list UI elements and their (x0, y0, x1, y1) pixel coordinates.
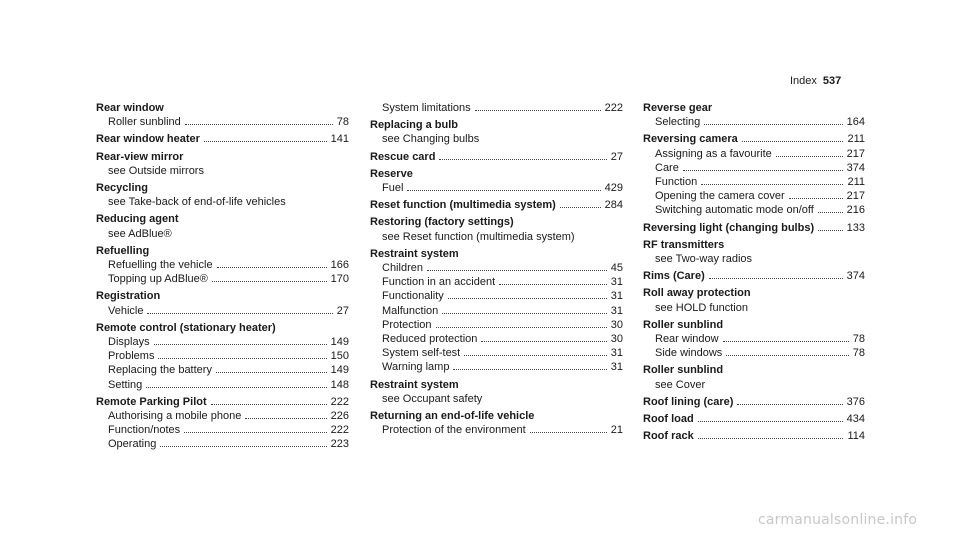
index-subentry-row (96, 437, 349, 451)
index-entry (96, 244, 349, 287)
dot-leader (154, 344, 327, 345)
dot-leader (158, 358, 326, 359)
dot-leader (436, 327, 607, 328)
dot-leader (698, 438, 844, 439)
dot-leader (245, 418, 326, 419)
index-subentry-text: Warning lamp (382, 361, 450, 374)
page-reference: 30 (610, 333, 623, 346)
index-term-row (643, 269, 865, 283)
index-subentry-row (96, 258, 349, 272)
dot-leader (216, 372, 327, 373)
index-entry (643, 363, 865, 391)
index-term: Roof lining (care) (643, 395, 734, 408)
page-reference: 216 (846, 204, 865, 217)
index-entry (96, 321, 349, 392)
index-term-row (643, 318, 865, 332)
index-subentry-row (643, 147, 865, 161)
index-entry (643, 429, 865, 443)
index-entry (643, 221, 865, 235)
index-term: Rear window (96, 102, 164, 114)
index-term: Rear window heater (96, 133, 200, 146)
page-reference: 78 (852, 347, 865, 360)
page-reference: 31 (610, 347, 623, 360)
index-subentry-text: see Take-back of end-of-life vehicles (108, 196, 286, 209)
page-reference: 133 (846, 221, 865, 234)
page-reference: 211 (847, 133, 865, 146)
index-entry (370, 167, 623, 195)
index-subentry-text: Vehicle (108, 304, 144, 317)
index-entry (96, 101, 349, 129)
index-term: Remote control (stationary heater) (96, 321, 276, 334)
page-reference: 31 (610, 290, 623, 303)
index-entry (643, 412, 865, 426)
page-reference: 170 (330, 273, 349, 286)
page-reference: 222 (604, 102, 623, 114)
watermark: carmanualsonline.info (758, 512, 918, 528)
index-term: Reversing light (changing bulbs) (643, 221, 815, 234)
index-entry (370, 198, 623, 212)
index-term: Restraint system (370, 247, 459, 260)
index-subentry-row (370, 181, 623, 195)
index-subentry-row (96, 423, 349, 437)
index-term-row (96, 150, 349, 164)
index-subentry-row (370, 275, 623, 289)
index-subentry-row (96, 335, 349, 349)
index-subentry-row (643, 332, 865, 346)
page-reference: 374 (846, 161, 865, 174)
index-term: Roof load (643, 413, 694, 426)
page-reference: 31 (610, 276, 623, 289)
index-subentry-row (370, 392, 623, 406)
page-reference: 27 (610, 150, 623, 163)
page-reference: 164 (846, 116, 865, 129)
index-entry (643, 238, 865, 266)
page-reference: 148 (330, 378, 349, 391)
header-title: Index (790, 75, 817, 87)
index-entry (96, 289, 349, 317)
dot-leader (742, 141, 844, 142)
index-entry (643, 395, 865, 409)
index-subentry-text: Rear window (655, 333, 719, 346)
page-number: 537 (822, 75, 842, 87)
index-subentry-row (96, 304, 349, 318)
index-subentry-text: Functionality (382, 290, 444, 303)
index-subentry-row (643, 378, 865, 392)
index-subentry-text: see Two-way radios (655, 253, 753, 266)
index-subentry-text: Refuelling the vehicle (108, 259, 213, 272)
index-subentry-row (643, 346, 865, 360)
index-subentry-text: Function in an accident (382, 276, 496, 289)
index-term-row (643, 132, 865, 146)
index-entry (370, 215, 623, 243)
page-reference: 45 (610, 262, 623, 275)
index-entry (96, 150, 349, 178)
index-subentry-row (96, 272, 349, 286)
index-subentry-row (370, 346, 623, 360)
index-entry (96, 132, 349, 146)
index-term: Registration (96, 290, 161, 303)
index-subentry-text: Selecting (655, 116, 701, 129)
index-subentry-text: see AdBlue® (108, 227, 172, 240)
index-term: Recycling (96, 182, 148, 195)
index-term-row (643, 429, 865, 443)
index-subentry-row (643, 301, 865, 315)
index-subentry-row (96, 195, 349, 209)
index-term: Rims (Care) (643, 270, 705, 283)
dot-leader (701, 184, 843, 185)
index-term-row (370, 198, 623, 212)
dot-leader (439, 159, 606, 160)
index-subentry-text: Displays (108, 336, 150, 349)
index-subentry-row (370, 261, 623, 275)
index-term: Restraint system (370, 378, 459, 391)
index-subentry-row (643, 252, 865, 266)
index-entry (370, 378, 623, 406)
index-subentry-row (643, 161, 865, 175)
index-term-row (96, 101, 349, 115)
index-term: Rear-view mirror (96, 150, 184, 163)
index-subentry-row (643, 189, 865, 203)
index-subentry-row (96, 378, 349, 392)
index-subentry-row (370, 289, 623, 303)
index-subentry-text: see HOLD function (655, 301, 748, 314)
page-reference: 114 (847, 430, 865, 443)
index-subentry-text: Setting (108, 378, 143, 391)
index-term: Reset function (multimedia system) (370, 199, 556, 212)
page-reference: 166 (330, 259, 349, 272)
index-column-1 (96, 101, 349, 455)
index-term: Reverse gear (643, 102, 713, 114)
index-entry (370, 409, 623, 437)
index-entry (370, 101, 623, 115)
index-term-row (96, 181, 349, 195)
index-term-row (370, 215, 623, 229)
dot-leader (737, 404, 842, 405)
index-entry (370, 118, 623, 146)
page-reference: 222 (330, 395, 349, 408)
index-subentry-text: Switching automatic mode on/off (655, 204, 814, 217)
page-reference: 78 (336, 116, 349, 129)
index-subentry-row (370, 304, 623, 318)
dot-leader (709, 278, 843, 279)
dot-leader (453, 369, 606, 370)
dot-leader (160, 446, 326, 447)
index-term-row (370, 118, 623, 132)
index-term: RF transmitters (643, 238, 725, 251)
index-term-row (643, 286, 865, 300)
index-subentry-row (370, 132, 623, 146)
dot-leader (217, 267, 327, 268)
index-subentry-text: Function (655, 176, 698, 189)
page-reference: 30 (610, 318, 623, 331)
index-term-row (370, 378, 623, 392)
page-reference: 141 (330, 133, 349, 146)
index-subentry-text: Malfunction (382, 304, 439, 317)
index-entry (370, 150, 623, 164)
index-subentry-text: see Occupant safety (382, 392, 483, 405)
index-term-row (643, 395, 865, 409)
index-subentry-text: Reduced protection (382, 333, 478, 346)
dot-leader (499, 284, 607, 285)
page-reference: 31 (610, 361, 623, 374)
dot-leader (147, 313, 332, 314)
index-term-row (370, 167, 623, 181)
index-entry (96, 181, 349, 209)
index-subentry-text: see Cover (655, 378, 706, 391)
index-term: Rescue card (370, 150, 436, 163)
index-entry (96, 212, 349, 240)
dot-leader (704, 124, 842, 125)
index-entry (643, 101, 865, 129)
index-entry (643, 318, 865, 361)
index-column-2 (370, 101, 623, 440)
dot-leader (427, 270, 607, 271)
dot-leader (530, 432, 607, 433)
page-reference: 21 (610, 424, 623, 437)
index-term-row (96, 321, 349, 335)
index-subentry-text: Opening the camera cover (655, 190, 785, 203)
index-term-row (96, 244, 349, 258)
index-subentry-row (370, 423, 623, 437)
dot-leader (407, 190, 600, 191)
index-subentry-text: Function/notes (108, 424, 181, 437)
page-reference: 211 (847, 176, 865, 189)
dot-leader (818, 212, 843, 213)
dot-leader (442, 313, 606, 314)
page-reference: 434 (846, 413, 865, 426)
index-term: Replacing a bulb (370, 119, 459, 132)
index-subentry-text: Problems (108, 350, 155, 363)
page-reference: 217 (846, 147, 865, 160)
dot-leader (185, 124, 333, 125)
page-reference: 226 (330, 410, 349, 423)
dot-leader (789, 198, 843, 199)
dot-leader (475, 110, 601, 111)
dot-leader (481, 341, 606, 342)
index-subentry-row (96, 363, 349, 377)
index-term: Roll away protection (643, 287, 751, 300)
index-subentry-row (370, 318, 623, 332)
index-subentry-row (643, 175, 865, 189)
index-term-row (643, 238, 865, 252)
index-term-row (643, 412, 865, 426)
index-term: Remote Parking Pilot (96, 395, 207, 408)
index-term-row (370, 247, 623, 261)
index-subentry-row (96, 115, 349, 129)
index-term-row (96, 289, 349, 303)
index-subentry-row (643, 115, 865, 129)
index-column-3 (643, 101, 865, 446)
index-subentry-text: Side windows (655, 347, 723, 360)
dot-leader (683, 170, 843, 171)
dot-leader (146, 387, 326, 388)
dot-leader (448, 298, 607, 299)
dot-leader (726, 355, 848, 356)
index-term: Roller sunblind (643, 318, 724, 331)
index-entry (643, 269, 865, 283)
dot-leader (560, 207, 601, 208)
index-term: Reserve (370, 167, 413, 180)
page-reference: 429 (604, 182, 623, 195)
index-subentry-row (96, 349, 349, 363)
index-subentry-text: Operating (108, 438, 157, 451)
page-header (790, 75, 841, 87)
index-subentry-text: Protection (382, 318, 432, 331)
index-subentry-row (643, 203, 865, 217)
index-subentry-text: Fuel (382, 182, 404, 195)
index-subentry-text: Topping up AdBlue® (108, 273, 208, 286)
page-reference: 222 (330, 424, 349, 437)
index-subentry-text: Authorising a mobile phone (108, 410, 242, 423)
index-subentry-text: System self-test (382, 347, 461, 360)
index-subentry-row (370, 360, 623, 374)
page-reference: 223 (330, 438, 349, 451)
index-entry (643, 286, 865, 314)
page-reference: 149 (330, 336, 349, 349)
index-subentry-text: System limitations (382, 102, 471, 114)
page-reference: 78 (852, 333, 865, 346)
index-subentry-row (370, 332, 623, 346)
dot-leader (723, 341, 849, 342)
page-reference: 374 (846, 270, 865, 283)
index-subentry-row (370, 101, 623, 115)
dot-leader (698, 421, 843, 422)
index-term: Reducing agent (96, 213, 179, 226)
index-subentry-row (96, 409, 349, 423)
index-subentry-text: see Outside mirrors (108, 164, 204, 177)
index-subentry-text: see Reset function (multimedia system) (382, 230, 575, 243)
index-term: Refuelling (96, 244, 150, 257)
index-term-row (370, 150, 623, 164)
dot-leader (464, 355, 607, 356)
page-reference: 149 (330, 364, 349, 377)
index-term: Reversing camera (643, 133, 738, 146)
index-subentry-text: Roller sunblind (108, 116, 181, 129)
dot-leader (212, 281, 327, 282)
index-term: Roof rack (643, 430, 694, 443)
dot-leader (776, 156, 843, 157)
index-subentry-text: Children (382, 262, 423, 275)
index-entry (643, 132, 865, 217)
page-reference: 150 (330, 350, 349, 363)
dot-leader (184, 432, 326, 433)
index-term-row (96, 212, 349, 226)
dot-leader (211, 404, 327, 405)
dot-leader (818, 230, 843, 231)
page-reference: 27 (336, 304, 349, 317)
index-term-row (643, 221, 865, 235)
index-term-row (96, 395, 349, 409)
index-subentry-text: Protection of the environment (382, 424, 526, 437)
index-subentry-row (96, 164, 349, 178)
page-reference: 217 (846, 190, 865, 203)
index-term-row (643, 363, 865, 377)
index-entry (96, 395, 349, 452)
index-term-row (370, 409, 623, 423)
index-entry (370, 247, 623, 375)
index-term-row (643, 101, 865, 115)
index-subentry-row (370, 230, 623, 244)
index-subentry-text: Care (655, 161, 679, 174)
index-subentry-text: Replacing the battery (108, 364, 212, 377)
index-term-row (96, 132, 349, 146)
index-subentry-text: see Changing bulbs (382, 133, 480, 146)
index-term: Roller sunblind (643, 364, 724, 377)
index-subentry-row (96, 227, 349, 241)
index-subentry-text: Assigning as a favourite (655, 147, 772, 160)
page-reference: 31 (610, 304, 623, 317)
index-term: Restoring (factory settings) (370, 216, 514, 229)
page-reference: 376 (846, 395, 865, 408)
dot-leader (204, 141, 327, 142)
index-term: Returning an end-of-life vehicle (370, 410, 535, 423)
page-reference: 284 (604, 199, 623, 212)
